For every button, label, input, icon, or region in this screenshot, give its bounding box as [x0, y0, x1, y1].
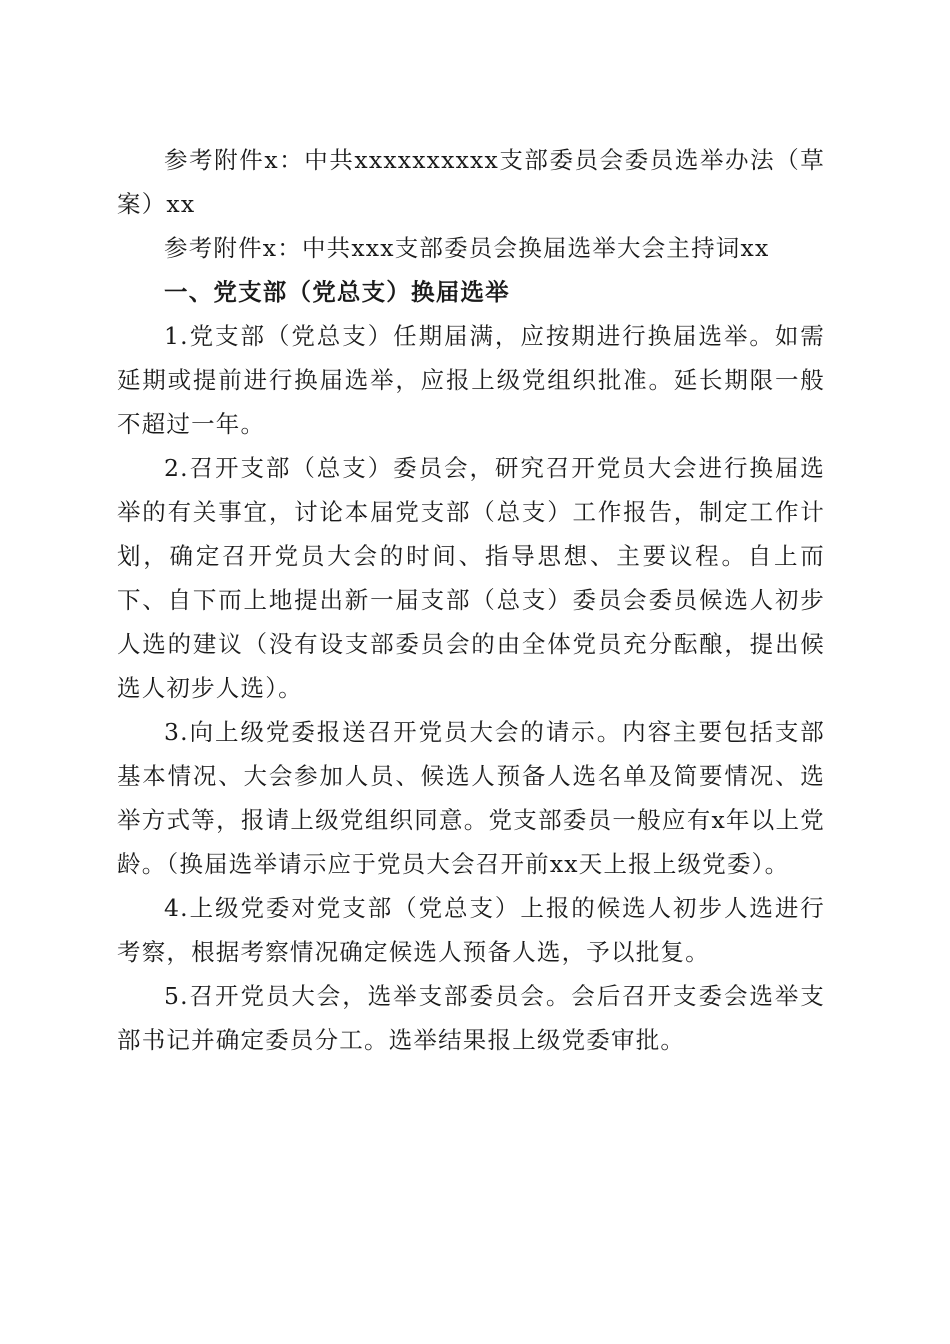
paragraph-4: 4.上级党委对党支部（党总支）上报的候选人初步人选进行考察，根据考察情况确定候选人预备人选，予以批复。: [117, 894, 825, 966]
document-page: [117, 138, 825, 1062]
paragraph-1: 1.党支部（党总支）任期届满，应按期进行换届选举。如需延期或提前进行换届选举，应报上级党组织批准。延长期限一般不超过一年。: [117, 322, 825, 438]
attachment-line-1: 参考附件x：中共xxxxxxxxxx支部委员会委员选举办法（草案）xx: [117, 146, 825, 218]
section-heading: 一、党支部（党总支）换届选举: [164, 278, 510, 306]
paragraph-3: 3.向上级党委报送召开党员大会的请示。内容主要包括支部基本情况、大会参加人员、候选人预备人选名单及简要情况、选举方式等，报请上级党组织同意。党支部委员一般应有x年以上党龄。（换届选举请示应于党员大会召开前xx天上报上级党委）。: [117, 718, 825, 878]
attachment-line-2: 参考附件x：中共xxx支部委员会换届选举大会主持词xx: [164, 234, 770, 262]
paragraph-5: 5.召开党员大会，选举支部委员会。会后召开支委会选举支部书记并确定委员分工。选举结果报上级党委审批。: [117, 982, 825, 1054]
paragraph-2: 2.召开支部（总支）委员会，研究召开党员大会进行换届选举的有关事宜，讨论本届党支部（总支）工作报告，制定工作计划，确定召开党员大会的时间、指导思想、主要议程。自上而下、自下而上地提出新一届支部（总支）委员会委员候选人初步人选的建议（没有设支部委员会的由全体党员充分酝酿，提出候选人初步人选）。: [117, 454, 825, 702]
